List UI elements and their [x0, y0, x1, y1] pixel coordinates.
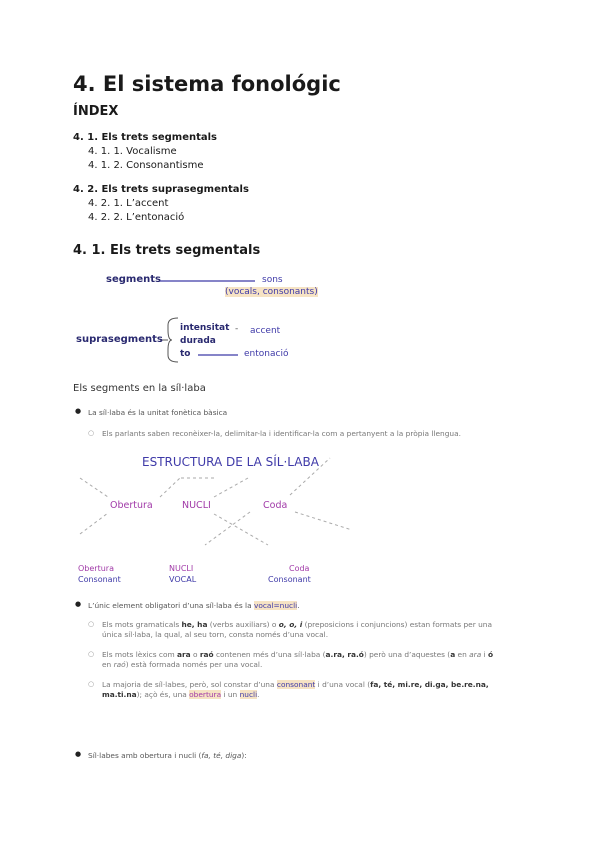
text-run: obertura — [189, 690, 222, 699]
bullet2-post: . — [297, 601, 300, 610]
bullet3-text — [88, 751, 247, 760]
sub-lexics — [102, 650, 493, 670]
bullet2-text — [88, 601, 300, 610]
bullet-circle: ○ — [88, 429, 95, 437]
text-run: o — [190, 650, 200, 659]
index-item-vocalisme[interactable]: 4. 1. 1. Vocalisme — [88, 146, 177, 157]
text-run: ): — [241, 751, 247, 760]
text-run: contenen més d’una síl·laba ( — [213, 650, 326, 659]
index-item-consonantisme[interactable]: 4. 1. 2. Consonantisme — [88, 160, 204, 171]
dash-line — [214, 478, 248, 497]
supra-intensitat: intensitat — [180, 323, 230, 333]
text-run: ) però una d’aquestes ( — [363, 650, 451, 659]
legend-consonant-1: Consonant — [78, 575, 121, 584]
text-run: en — [455, 650, 470, 659]
supra-to: to — [180, 349, 191, 359]
text-run: he, ha — [181, 620, 208, 629]
text-run: ara — [177, 650, 191, 659]
bullet1-sub-text: Els parlants saben reconèixer-la, delimitar-la i identificar-la com a pertanyent a la pròpia llengua. — [102, 429, 461, 438]
bullet-dot: ● — [75, 407, 82, 415]
dash-line — [295, 512, 352, 530]
bullet2-pre: L’únic element obligatori d’una síl·laba és la — [88, 601, 254, 610]
text-run: . — [257, 690, 260, 699]
index-item-accent[interactable]: 4. 2. 1. L’accent — [88, 198, 169, 209]
entonacio-label: entonació — [244, 349, 289, 359]
obertura-label: Obertura — [110, 500, 153, 511]
text-run: nucli — [239, 690, 258, 699]
bullet-circle: ○ — [88, 680, 95, 688]
bullet1-text: La síl·laba és la unitat fonètica bàsica — [88, 408, 228, 417]
legend-nucli: NUCLI — [169, 564, 194, 573]
dash-line — [80, 478, 108, 497]
text-run: raó — [113, 660, 126, 669]
dash-line — [160, 478, 180, 497]
text-run: ); açò és, una — [136, 690, 190, 699]
supra-durada: durada — [180, 336, 216, 346]
index-heading: ÍNDEX — [73, 104, 119, 119]
accent-label: accent — [250, 326, 281, 336]
text-run: Els mots lèxics com — [102, 650, 178, 659]
bullet-dot: ● — [75, 750, 82, 758]
page-title: 4. El sistema fonológic — [73, 72, 341, 96]
sons-detail-text: (vocals, consonants) — [225, 287, 318, 297]
coda-label: Coda — [263, 500, 288, 511]
bullet-dot: ● — [75, 600, 82, 608]
text-run: raó — [199, 650, 214, 659]
text-run: ara — [469, 650, 482, 659]
text-run: consonant — [276, 680, 316, 689]
accent-dash: - — [235, 324, 239, 334]
text-run: o, o, i — [278, 620, 303, 629]
legend-coda: Coda — [289, 564, 310, 573]
text-run: i un — [221, 690, 240, 699]
text-run: ma.ti.na — [102, 690, 137, 699]
bullet-circle: ○ — [88, 620, 95, 628]
subheading-segments: Els segments en la síl·laba — [73, 383, 206, 394]
legend-consonant-2: Consonant — [268, 575, 311, 584]
text-run: Síl·labes amb obertura i nucli ( — [88, 751, 202, 760]
dash-line — [214, 514, 268, 545]
text-run: en — [102, 660, 114, 669]
structure-title: ESTRUCTURA DE LA SÍL·LABA — [142, 455, 319, 469]
text-run: ) està formada només per una vocal. — [125, 660, 263, 669]
text-run: única síl·laba, la qual, al seu torn, consta només d’una vocal. — [102, 630, 329, 639]
index-section-1[interactable]: 4. 1. Els trets segmentals — [73, 132, 217, 143]
text-run: fa, té, mi.re, di.ga, be.re.na, — [370, 680, 489, 689]
segments-label: segments — [106, 274, 161, 285]
text-run: fa, té, diga — [201, 751, 242, 760]
dash-line — [205, 512, 250, 545]
index-section-2[interactable]: 4. 2. Els trets suprasegmentals — [73, 184, 249, 195]
dash-line — [80, 513, 108, 534]
sub-majoria — [102, 680, 489, 700]
text-run: a.ra, ra.ó — [325, 650, 364, 659]
text-run: ó — [488, 650, 494, 659]
legend-obertura: Obertura — [78, 564, 114, 573]
text-run: (verbs auxiliars) o — [207, 620, 279, 629]
index-item-entonacio[interactable]: 4. 2. 2. L’entonació — [88, 212, 185, 223]
sub-gramaticals — [102, 620, 492, 640]
sons-label: sons — [262, 275, 283, 285]
nucli-label: NUCLI — [182, 500, 211, 511]
text-run: i — [481, 650, 489, 659]
bullet-circle: ○ — [88, 650, 95, 658]
text-run: a — [450, 650, 456, 659]
text-run: Els mots gramaticals — [102, 620, 182, 629]
text-run: La majoria de síl·labes, però, sol constar d’una — [102, 680, 277, 689]
text-run: (preposicions i conjuncions) estan formats per una — [302, 620, 492, 629]
text-run: i d’una vocal ( — [315, 680, 371, 689]
suprasegments-label: suprasegments — [76, 334, 163, 345]
section-heading: 4. 1. Els trets segmentals — [73, 243, 261, 258]
bullet2-highlight: vocal=nucli — [253, 601, 298, 610]
legend-vocal: VOCAL — [169, 575, 197, 584]
